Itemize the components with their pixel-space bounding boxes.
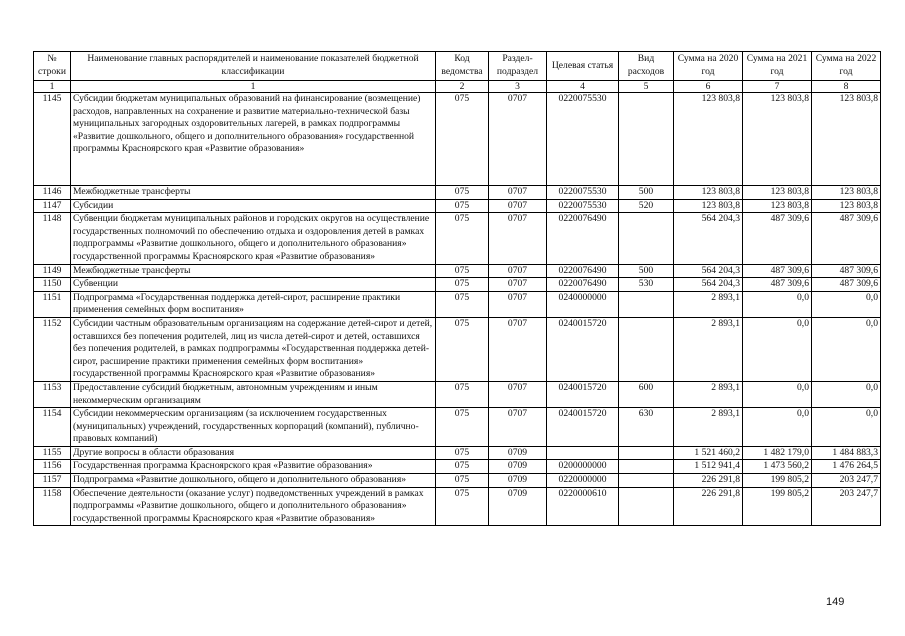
cell-code: 075 — [436, 199, 489, 213]
cell-target: 0240015720 — [547, 381, 619, 407]
cell-num: 1148 — [34, 213, 71, 264]
cell-y2020: 1 512 941,4 — [674, 460, 743, 474]
col-index-cell: 1 — [34, 81, 71, 93]
cell-section: 0709 — [489, 460, 547, 474]
cell-code: 075 — [436, 264, 489, 278]
table-row — [34, 186, 881, 200]
cell-y2021: 123 803,8 — [743, 199, 812, 213]
table-row — [34, 213, 881, 264]
cell-type — [619, 291, 674, 317]
cell-code: 075 — [436, 408, 489, 447]
cell-type: 600 — [619, 381, 674, 407]
col-index-cell: 7 — [743, 81, 812, 93]
table-row — [34, 264, 881, 278]
header-num: № строки — [34, 52, 71, 81]
cell-y2021: 487 309,6 — [743, 278, 812, 292]
table-row — [34, 93, 881, 186]
cell-name: Субсидии — [71, 199, 436, 213]
cell-type — [619, 474, 674, 488]
cell-code: 075 — [436, 291, 489, 317]
cell-num: 1152 — [34, 317, 71, 381]
cell-num: 1149 — [34, 264, 71, 278]
cell-target: 0240015720 — [547, 408, 619, 447]
cell-name: Подпрограмма «Государственная поддержка детей-сирот, расширение практики применения семейных форм воспитания» — [71, 291, 436, 317]
table-row — [34, 317, 881, 381]
cell-y2021: 199 805,2 — [743, 487, 812, 526]
cell-y2020: 123 803,8 — [674, 199, 743, 213]
cell-type — [619, 460, 674, 474]
table-row — [34, 487, 881, 526]
cell-target: 0200000000 — [547, 460, 619, 474]
cell-y2021: 1 482 179,0 — [743, 446, 812, 460]
cell-y2022: 123 803,8 — [812, 199, 881, 213]
cell-name: Субвенции бюджетам муниципальных районов и городских округов на осуществление государственных полномочий по обеспечению отдыха и оздоровления детей в рамках подпрограммы «Развитие дошкольного, общего и дополнительного образования» государственной программы Красноярского края «Развитие образования» — [71, 213, 436, 264]
cell-name: Субсидии некоммерческим организациям (за исключением государственных (муниципальных) учреждений, государственных корпораций (компаний), публично-правовых компаний) — [71, 408, 436, 447]
cell-y2022: 487 309,6 — [812, 278, 881, 292]
cell-name: Субсидии частным образовательным организациям на содержание детей-сирот и детей, оставшихся без попечения родителей, лиц из числа детей-сирот и детей, оставшихся без попечения родителей, в рамках подпрограммы «Государственная поддержка детей-сирот, расширение практики применения семейных форм воспитания» государственной программы Красноярского края «Развитие образования» — [71, 317, 436, 381]
cell-num: 1157 — [34, 474, 71, 488]
cell-type — [619, 446, 674, 460]
cell-y2021: 487 309,6 — [743, 213, 812, 264]
cell-num: 1151 — [34, 291, 71, 317]
header-y2020: Сумма на 2020 год — [674, 52, 743, 81]
cell-section: 0707 — [489, 408, 547, 447]
cell-y2020: 564 204,3 — [674, 278, 743, 292]
cell-code: 075 — [436, 487, 489, 526]
cell-type: 520 — [619, 199, 674, 213]
cell-target: 0220000610 — [547, 487, 619, 526]
cell-target: 0220076490 — [547, 264, 619, 278]
cell-y2022: 1 484 883,3 — [812, 446, 881, 460]
cell-num: 1158 — [34, 487, 71, 526]
cell-target: 0220076490 — [547, 213, 619, 264]
cell-section: 0709 — [489, 446, 547, 460]
col-index-cell: 6 — [674, 81, 743, 93]
cell-y2022: 203 247,7 — [812, 474, 881, 488]
header-name: Наименование главных распорядителей и наименование показателей бюджетной классификации — [71, 52, 436, 81]
cell-code: 075 — [436, 317, 489, 381]
table-row — [34, 446, 881, 460]
col-index-cell: 1 — [71, 81, 436, 93]
cell-y2020: 2 893,1 — [674, 408, 743, 447]
cell-y2022: 487 309,6 — [812, 264, 881, 278]
cell-section: 0707 — [489, 186, 547, 200]
cell-section: 0707 — [489, 199, 547, 213]
cell-target: 0240015720 — [547, 317, 619, 381]
cell-y2022: 123 803,8 — [812, 93, 881, 186]
cell-y2020: 564 204,3 — [674, 213, 743, 264]
header-target: Целевая статья — [547, 52, 619, 81]
cell-code: 075 — [436, 186, 489, 200]
cell-type — [619, 487, 674, 526]
cell-type: 630 — [619, 408, 674, 447]
cell-name: Другие вопросы в области образования — [71, 446, 436, 460]
table-row — [34, 460, 881, 474]
header-y2022: Сумма на 2022 год — [812, 52, 881, 81]
cell-y2020: 123 803,8 — [674, 93, 743, 186]
cell-target: 0220000000 — [547, 474, 619, 488]
cell-y2020: 2 893,1 — [674, 317, 743, 381]
cell-type — [619, 317, 674, 381]
cell-y2021: 0,0 — [743, 317, 812, 381]
col-index-cell: 5 — [619, 81, 674, 93]
cell-section: 0709 — [489, 487, 547, 526]
cell-y2020: 1 521 460,2 — [674, 446, 743, 460]
cell-num: 1153 — [34, 381, 71, 407]
cell-name: Субсидии бюджетам муниципальных образований на финансирование (возмещение) расходов, направленных на сохранение и развитие материально-технической базы муниципальных загородных оздоровительных лагерей, в рамках подпрограммы «Развитие дошкольного, общего и дополнительного образования» государственной программы Красноярского края «Развитие образования» — [71, 93, 436, 186]
cell-y2022: 0,0 — [812, 317, 881, 381]
cell-y2022: 203 247,7 — [812, 487, 881, 526]
col-index-cell: 4 — [547, 81, 619, 93]
cell-name: Предоставление субсидий бюджетным, автономным учреждениям и иным некоммерческим организациям — [71, 381, 436, 407]
cell-y2021: 0,0 — [743, 408, 812, 447]
cell-target: 0220075530 — [547, 93, 619, 186]
cell-name: Субвенции — [71, 278, 436, 292]
cell-num: 1146 — [34, 186, 71, 200]
table-row — [34, 199, 881, 213]
cell-type: 500 — [619, 186, 674, 200]
col-index-cell: 3 — [489, 81, 547, 93]
cell-y2022: 487 309,6 — [812, 213, 881, 264]
cell-num: 1155 — [34, 446, 71, 460]
cell-type — [619, 213, 674, 264]
cell-type: 500 — [619, 264, 674, 278]
cell-section: 0707 — [489, 213, 547, 264]
cell-type: 530 — [619, 278, 674, 292]
column-index-row — [34, 81, 881, 93]
cell-section: 0707 — [489, 381, 547, 407]
cell-y2021: 199 805,2 — [743, 474, 812, 488]
cell-num: 1150 — [34, 278, 71, 292]
cell-y2022: 0,0 — [812, 291, 881, 317]
cell-code: 075 — [436, 474, 489, 488]
cell-num: 1156 — [34, 460, 71, 474]
cell-code: 075 — [436, 381, 489, 407]
cell-name: Межбюджетные трансферты — [71, 264, 436, 278]
cell-section: 0707 — [489, 317, 547, 381]
cell-section: 0709 — [489, 474, 547, 488]
cell-num: 1145 — [34, 93, 71, 186]
col-index-cell: 8 — [812, 81, 881, 93]
budget-table — [33, 51, 881, 526]
cell-name: Государственная программа Красноярского края «Развитие образования» — [71, 460, 436, 474]
page-number: 149 — [826, 596, 845, 608]
cell-y2021: 123 803,8 — [743, 93, 812, 186]
cell-code: 075 — [436, 93, 489, 186]
cell-type — [619, 93, 674, 186]
cell-y2022: 0,0 — [812, 381, 881, 407]
cell-name: Подпрограмма «Развитие дошкольного, общего и дополнительного образования» — [71, 474, 436, 488]
cell-target — [547, 446, 619, 460]
header-section: Раздел-подраздел — [489, 52, 547, 81]
cell-y2020: 226 291,8 — [674, 474, 743, 488]
cell-section: 0707 — [489, 291, 547, 317]
cell-name: Межбюджетные трансферты — [71, 186, 436, 200]
cell-y2021: 0,0 — [743, 381, 812, 407]
cell-section: 0707 — [489, 264, 547, 278]
cell-target: 0220076490 — [547, 278, 619, 292]
table-row — [34, 278, 881, 292]
table-row — [34, 408, 881, 447]
table-row — [34, 474, 881, 488]
cell-y2020: 123 803,8 — [674, 186, 743, 200]
table-body — [34, 93, 881, 526]
cell-y2021: 487 309,6 — [743, 264, 812, 278]
col-index-cell: 2 — [436, 81, 489, 93]
cell-y2020: 226 291,8 — [674, 487, 743, 526]
cell-section: 0707 — [489, 278, 547, 292]
cell-code: 075 — [436, 213, 489, 264]
cell-y2021: 123 803,8 — [743, 186, 812, 200]
budget-table-container — [33, 51, 881, 526]
table-row — [34, 381, 881, 407]
cell-num: 1147 — [34, 199, 71, 213]
header-y2021: Сумма на 2021 год — [743, 52, 812, 81]
cell-y2021: 0,0 — [743, 291, 812, 317]
cell-code: 075 — [436, 446, 489, 460]
cell-target: 0220075530 — [547, 199, 619, 213]
cell-target: 0240000000 — [547, 291, 619, 317]
cell-y2022: 1 476 264,5 — [812, 460, 881, 474]
cell-target: 0220075530 — [547, 186, 619, 200]
header-row — [34, 52, 881, 81]
cell-y2020: 2 893,1 — [674, 291, 743, 317]
cell-y2022: 123 803,8 — [812, 186, 881, 200]
cell-section: 0707 — [489, 93, 547, 186]
table-row — [34, 291, 881, 317]
cell-num: 1154 — [34, 408, 71, 447]
header-type: Вид расходов — [619, 52, 674, 81]
header-code: Код ведомства — [436, 52, 489, 81]
cell-y2020: 564 204,3 — [674, 264, 743, 278]
cell-name: Обеспечение деятельности (оказание услуг) подведомственных учреждений в рамках подпрограммы «Развитие дошкольного, общего и дополнительного образования» государственной программы Красноярского края «Развитие образования» — [71, 487, 436, 526]
cell-y2022: 0,0 — [812, 408, 881, 447]
cell-code: 075 — [436, 278, 489, 292]
cell-y2020: 2 893,1 — [674, 381, 743, 407]
cell-code: 075 — [436, 460, 489, 474]
cell-y2021: 1 473 560,2 — [743, 460, 812, 474]
